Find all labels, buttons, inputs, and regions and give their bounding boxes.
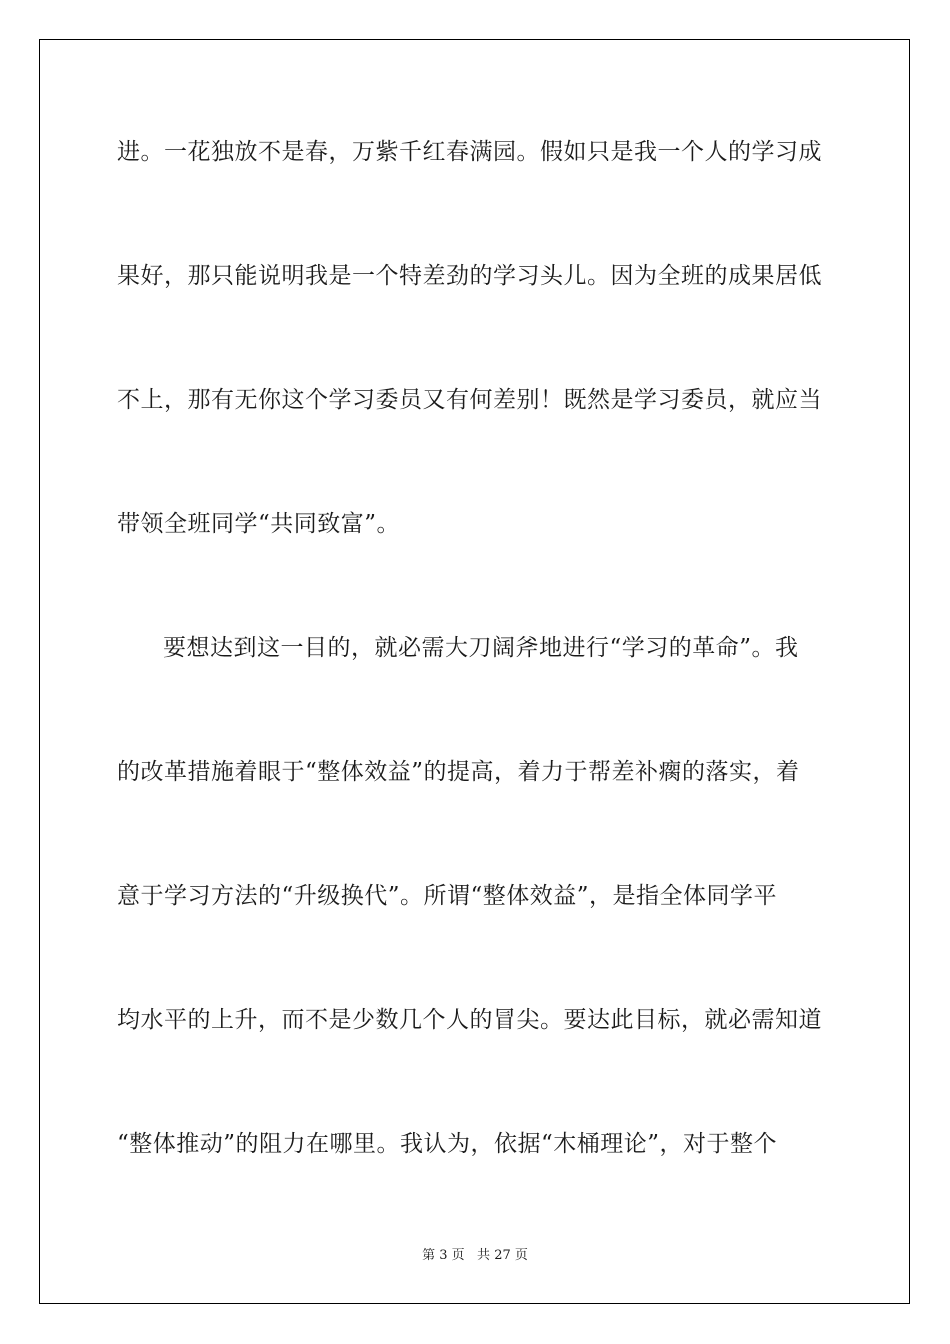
page-border: [39, 39, 910, 1304]
text-line: 不上，那有无你这个学习委员又有何差别！既然是学习委员，就应当: [117, 387, 822, 413]
text-line: 的改革措施着眼于“整体效益”的提高，着力于帮差补瘸的落实，着: [117, 759, 800, 785]
text-line-paragraph-start: 要想达到这一目的，就必需大刀阔斧地进行“学习的革命”。我: [163, 635, 799, 661]
page-number-footer: 第 3 页 共 27 页: [422, 1248, 528, 1263]
text-line: 带领全班同学“共同致富”。: [117, 511, 401, 537]
text-line: 果好，那只能说明我是一个特差劲的学习头儿。因为全班的成果居低: [117, 263, 822, 289]
text-line: 均水平的上升，而不是少数几个人的冒尖。要达此目标，就必需知道: [117, 1007, 822, 1033]
text-line: “整体推动”的阻力在哪里。我认为，依据“木桶理论”，对于整个: [117, 1131, 778, 1157]
text-line: 进。一花独放不是春，万紫千红春满园。假如只是我一个人的学习成: [117, 139, 822, 165]
text-line: 意于学习方法的“升级换代”。所谓“整体效益”，是指全体同学平: [117, 883, 778, 909]
